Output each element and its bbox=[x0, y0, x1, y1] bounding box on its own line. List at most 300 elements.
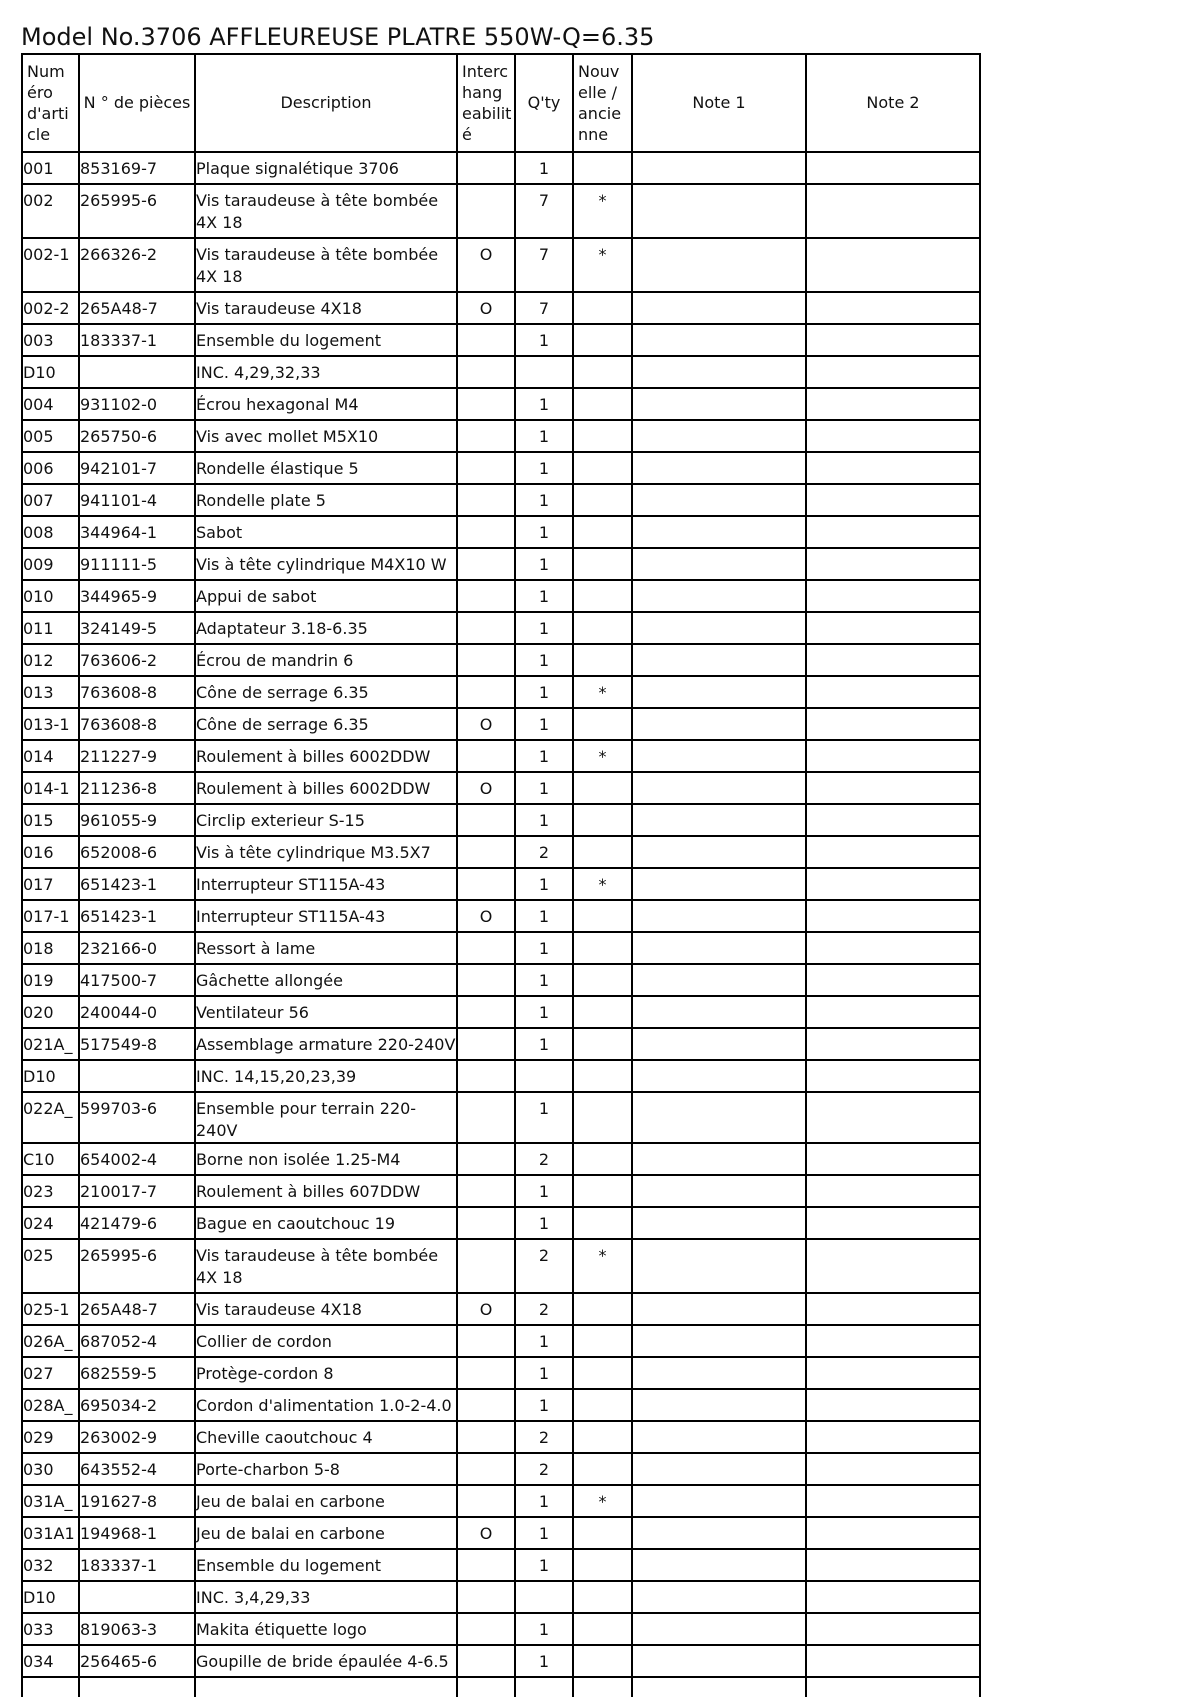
new-old-cell: * bbox=[573, 740, 632, 772]
quantity-cell: 1 bbox=[515, 676, 573, 708]
item-number-cell: D10 bbox=[22, 1581, 79, 1613]
note-1-cell bbox=[632, 1549, 806, 1581]
item-number-cell: 025 bbox=[22, 1239, 79, 1293]
header-quantity: Q'ty bbox=[515, 54, 573, 152]
description-cell: Ensemble du logement bbox=[195, 1549, 457, 1581]
note-2-cell bbox=[806, 388, 980, 420]
note-1-cell bbox=[632, 1060, 806, 1092]
quantity-cell: 1 bbox=[515, 868, 573, 900]
quantity-cell: 1 bbox=[515, 1207, 573, 1239]
quantity-cell: 2 bbox=[515, 1239, 573, 1293]
note-2-cell bbox=[806, 1175, 980, 1207]
description-cell: Roulement à billes 6002DDW bbox=[195, 772, 457, 804]
table-row bbox=[22, 184, 980, 238]
quantity-cell: 1 bbox=[515, 1325, 573, 1357]
description-cell: Roulement à billes 607DDW bbox=[195, 1175, 457, 1207]
note-2-cell bbox=[806, 612, 980, 644]
item-number-cell: 007 bbox=[22, 484, 79, 516]
quantity-cell: 2 bbox=[515, 1143, 573, 1175]
note-2-cell bbox=[806, 1453, 980, 1485]
empty-cell bbox=[457, 1677, 515, 1697]
new-old-cell bbox=[573, 420, 632, 452]
table-row bbox=[22, 1060, 980, 1092]
description-cell: Goupille de bride épaulée 4-6.5 bbox=[195, 1645, 457, 1677]
item-number-cell: 002 bbox=[22, 184, 79, 238]
description-cell: Vis taraudeuse 4X18 bbox=[195, 1293, 457, 1325]
interchangeability-cell bbox=[457, 1028, 515, 1060]
note-2-cell bbox=[806, 1421, 980, 1453]
part-number-cell: 344964-1 bbox=[79, 516, 195, 548]
item-number-cell: 010 bbox=[22, 580, 79, 612]
quantity-cell: 1 bbox=[515, 804, 573, 836]
part-number-cell: 265A48-7 bbox=[79, 1293, 195, 1325]
description-cell: Borne non isolée 1.25-M4 bbox=[195, 1143, 457, 1175]
note-2-cell bbox=[806, 708, 980, 740]
interchangeability-cell bbox=[457, 1645, 515, 1677]
item-number-cell: 016 bbox=[22, 836, 79, 868]
item-number-cell: 033 bbox=[22, 1613, 79, 1645]
new-old-cell bbox=[573, 644, 632, 676]
new-old-cell bbox=[573, 388, 632, 420]
note-2-cell bbox=[806, 484, 980, 516]
interchangeability-cell bbox=[457, 1239, 515, 1293]
new-old-cell bbox=[573, 1517, 632, 1549]
note-1-cell bbox=[632, 1485, 806, 1517]
quantity-cell: 1 bbox=[515, 420, 573, 452]
table-row bbox=[22, 1239, 980, 1293]
description-cell: Écrou de mandrin 6 bbox=[195, 644, 457, 676]
new-old-cell bbox=[573, 484, 632, 516]
item-number-cell: 015 bbox=[22, 804, 79, 836]
item-number-cell: 021A_ bbox=[22, 1028, 79, 1060]
empty-cell bbox=[79, 1677, 195, 1697]
item-number-cell: 001 bbox=[22, 152, 79, 184]
note-2-cell bbox=[806, 152, 980, 184]
interchangeability-cell: O bbox=[457, 292, 515, 324]
item-number-cell: 028A_ bbox=[22, 1389, 79, 1421]
part-number-cell: 652008-6 bbox=[79, 836, 195, 868]
new-old-cell bbox=[573, 516, 632, 548]
note-2-cell bbox=[806, 1092, 980, 1143]
part-number-cell: 265750-6 bbox=[79, 420, 195, 452]
item-number-cell: 027 bbox=[22, 1357, 79, 1389]
description-cell: Vis à tête cylindrique M3.5X7 bbox=[195, 836, 457, 868]
empty-cell bbox=[22, 1677, 79, 1697]
part-number-cell: 211236-8 bbox=[79, 772, 195, 804]
item-number-cell: C10 bbox=[22, 1143, 79, 1175]
note-2-cell bbox=[806, 238, 980, 292]
new-old-cell bbox=[573, 804, 632, 836]
description-cell: Assemblage armature 220-240V bbox=[195, 1028, 457, 1060]
interchangeability-cell bbox=[457, 676, 515, 708]
quantity-cell: 1 bbox=[515, 1549, 573, 1581]
note-1-cell bbox=[632, 516, 806, 548]
empty-cell bbox=[195, 1677, 457, 1697]
part-number-cell: 240044-0 bbox=[79, 996, 195, 1028]
note-2-cell bbox=[806, 420, 980, 452]
interchangeability-cell bbox=[457, 1485, 515, 1517]
note-2-cell bbox=[806, 1645, 980, 1677]
description-cell: INC. 3,4,29,33 bbox=[195, 1581, 457, 1613]
note-2-cell bbox=[806, 804, 980, 836]
table-row bbox=[22, 1357, 980, 1389]
description-cell: Ensemble pour terrain 220-240V bbox=[195, 1092, 457, 1143]
table-row bbox=[22, 548, 980, 580]
part-number-cell: 265995-6 bbox=[79, 184, 195, 238]
part-number-cell: 265A48-7 bbox=[79, 292, 195, 324]
note-1-cell bbox=[632, 420, 806, 452]
description-cell: Cône de serrage 6.35 bbox=[195, 708, 457, 740]
part-number-cell: 599703-6 bbox=[79, 1092, 195, 1143]
description-cell: Cordon d'alimentation 1.0-2-4.0 bbox=[195, 1389, 457, 1421]
table-row bbox=[22, 324, 980, 356]
new-old-cell bbox=[573, 772, 632, 804]
new-old-cell bbox=[573, 324, 632, 356]
part-number-cell: 183337-1 bbox=[79, 1549, 195, 1581]
part-number-cell: 853169-7 bbox=[79, 152, 195, 184]
quantity-cell: 1 bbox=[515, 1092, 573, 1143]
new-old-cell bbox=[573, 1325, 632, 1357]
interchangeability-cell bbox=[457, 996, 515, 1028]
note-1-cell bbox=[632, 772, 806, 804]
new-old-cell bbox=[573, 1092, 632, 1143]
part-number-cell: 763608-8 bbox=[79, 708, 195, 740]
description-cell: Interrupteur ST115A-43 bbox=[195, 868, 457, 900]
item-number-cell: D10 bbox=[22, 1060, 79, 1092]
description-cell: Porte-charbon 5-8 bbox=[195, 1453, 457, 1485]
description-cell: Ventilateur 56 bbox=[195, 996, 457, 1028]
note-2-cell bbox=[806, 740, 980, 772]
description-cell: Sabot bbox=[195, 516, 457, 548]
table-row bbox=[22, 1293, 980, 1325]
quantity-cell: 1 bbox=[515, 900, 573, 932]
item-number-cell: 017 bbox=[22, 868, 79, 900]
quantity-cell: 2 bbox=[515, 1453, 573, 1485]
interchangeability-cell bbox=[457, 1453, 515, 1485]
part-number-cell: 210017-7 bbox=[79, 1175, 195, 1207]
quantity-cell: 1 bbox=[515, 772, 573, 804]
quantity-cell: 1 bbox=[515, 1028, 573, 1060]
note-1-cell bbox=[632, 804, 806, 836]
part-number-cell: 421479-6 bbox=[79, 1207, 195, 1239]
item-number-cell: D10 bbox=[22, 356, 79, 388]
note-2-cell bbox=[806, 1517, 980, 1549]
header-part-number: N ° de pièces bbox=[79, 54, 195, 152]
part-number-cell: 654002-4 bbox=[79, 1143, 195, 1175]
new-old-cell bbox=[573, 152, 632, 184]
new-old-cell bbox=[573, 932, 632, 964]
quantity-cell: 1 bbox=[515, 580, 573, 612]
part-number-cell: 942101-7 bbox=[79, 452, 195, 484]
note-1-cell bbox=[632, 1517, 806, 1549]
item-number-cell: 020 bbox=[22, 996, 79, 1028]
quantity-cell: 1 bbox=[515, 932, 573, 964]
quantity-cell: 1 bbox=[515, 1175, 573, 1207]
description-cell: Cône de serrage 6.35 bbox=[195, 676, 457, 708]
note-1-cell bbox=[632, 964, 806, 996]
item-number-cell: 011 bbox=[22, 612, 79, 644]
note-1-cell bbox=[632, 1613, 806, 1645]
table-row-cutoff bbox=[22, 1677, 980, 1697]
new-old-cell bbox=[573, 1645, 632, 1677]
quantity-cell: 1 bbox=[515, 708, 573, 740]
new-old-cell bbox=[573, 1389, 632, 1421]
table-row bbox=[22, 644, 980, 676]
new-old-cell bbox=[573, 900, 632, 932]
description-cell: Rondelle plate 5 bbox=[195, 484, 457, 516]
description-cell: Protège-cordon 8 bbox=[195, 1357, 457, 1389]
new-old-cell bbox=[573, 708, 632, 740]
note-1-cell bbox=[632, 996, 806, 1028]
note-1-cell bbox=[632, 1389, 806, 1421]
interchangeability-cell bbox=[457, 452, 515, 484]
note-2-cell bbox=[806, 868, 980, 900]
table-row bbox=[22, 708, 980, 740]
header-note-1: Note 1 bbox=[632, 54, 806, 152]
note-2-cell bbox=[806, 548, 980, 580]
description-cell: Vis taraudeuse 4X18 bbox=[195, 292, 457, 324]
part-number-cell: 191627-8 bbox=[79, 1485, 195, 1517]
item-number-cell: 019 bbox=[22, 964, 79, 996]
part-number-cell: 763606-2 bbox=[79, 644, 195, 676]
note-1-cell bbox=[632, 708, 806, 740]
new-old-cell bbox=[573, 356, 632, 388]
interchangeability-cell bbox=[457, 1092, 515, 1143]
new-old-cell bbox=[573, 1613, 632, 1645]
table-row bbox=[22, 238, 980, 292]
note-1-cell bbox=[632, 900, 806, 932]
quantity-cell bbox=[515, 356, 573, 388]
description-cell: Gâchette allongée bbox=[195, 964, 457, 996]
part-number-cell: 194968-1 bbox=[79, 1517, 195, 1549]
description-cell: Ressort à lame bbox=[195, 932, 457, 964]
new-old-cell bbox=[573, 612, 632, 644]
note-2-cell bbox=[806, 836, 980, 868]
table-row bbox=[22, 1028, 980, 1060]
note-2-cell bbox=[806, 1357, 980, 1389]
note-1-cell bbox=[632, 1453, 806, 1485]
interchangeability-cell bbox=[457, 388, 515, 420]
description-cell: Makita étiquette logo bbox=[195, 1613, 457, 1645]
description-cell: Bague en caoutchouc 19 bbox=[195, 1207, 457, 1239]
item-number-cell: 005 bbox=[22, 420, 79, 452]
part-number-cell: 183337-1 bbox=[79, 324, 195, 356]
table-row bbox=[22, 388, 980, 420]
item-number-cell: 031A1 bbox=[22, 1517, 79, 1549]
note-2-cell bbox=[806, 900, 980, 932]
table-row bbox=[22, 484, 980, 516]
quantity-cell bbox=[515, 1581, 573, 1613]
description-cell: Vis taraudeuse à tête bombée 4X 18 bbox=[195, 238, 457, 292]
interchangeability-cell bbox=[457, 516, 515, 548]
item-number-cell: 012 bbox=[22, 644, 79, 676]
note-2-cell bbox=[806, 1293, 980, 1325]
note-1-cell bbox=[632, 452, 806, 484]
item-number-cell: 032 bbox=[22, 1549, 79, 1581]
interchangeability-cell bbox=[457, 548, 515, 580]
description-cell: Écrou hexagonal M4 bbox=[195, 388, 457, 420]
new-old-cell bbox=[573, 964, 632, 996]
description-cell: Interrupteur ST115A-43 bbox=[195, 900, 457, 932]
description-cell: Ensemble du logement bbox=[195, 324, 457, 356]
table-row bbox=[22, 152, 980, 184]
table-row bbox=[22, 868, 980, 900]
new-old-cell bbox=[573, 996, 632, 1028]
quantity-cell: 1 bbox=[515, 516, 573, 548]
description-cell: Vis à tête cylindrique M4X10 W bbox=[195, 548, 457, 580]
item-number-cell: 006 bbox=[22, 452, 79, 484]
quantity-cell: 2 bbox=[515, 836, 573, 868]
part-number-cell: 651423-1 bbox=[79, 900, 195, 932]
interchangeability-cell bbox=[457, 932, 515, 964]
part-number-cell: 763608-8 bbox=[79, 676, 195, 708]
header-interchangeability: Interchangeabilité bbox=[457, 54, 515, 152]
header-description: Description bbox=[195, 54, 457, 152]
new-old-cell: * bbox=[573, 1239, 632, 1293]
table-row bbox=[22, 516, 980, 548]
note-2-cell bbox=[806, 184, 980, 238]
new-old-cell bbox=[573, 1060, 632, 1092]
item-number-cell: 034 bbox=[22, 1645, 79, 1677]
description-cell: Jeu de balai en carbone bbox=[195, 1485, 457, 1517]
part-number-cell: 911111-5 bbox=[79, 548, 195, 580]
new-old-cell bbox=[573, 836, 632, 868]
item-number-cell: 004 bbox=[22, 388, 79, 420]
new-old-cell bbox=[573, 1028, 632, 1060]
interchangeability-cell bbox=[457, 740, 515, 772]
note-2-cell bbox=[806, 676, 980, 708]
interchangeability-cell: O bbox=[457, 238, 515, 292]
table-row bbox=[22, 1389, 980, 1421]
interchangeability-cell bbox=[457, 1060, 515, 1092]
note-2-cell bbox=[806, 1389, 980, 1421]
part-number-cell: 324149-5 bbox=[79, 612, 195, 644]
note-1-cell bbox=[632, 292, 806, 324]
table-row bbox=[22, 996, 980, 1028]
table-row bbox=[22, 1549, 980, 1581]
item-number-cell: 024 bbox=[22, 1207, 79, 1239]
interchangeability-cell bbox=[457, 868, 515, 900]
quantity-cell: 2 bbox=[515, 1293, 573, 1325]
new-old-cell bbox=[573, 1581, 632, 1613]
interchangeability-cell bbox=[457, 580, 515, 612]
note-2-cell bbox=[806, 1239, 980, 1293]
table-row bbox=[22, 1325, 980, 1357]
note-2-cell bbox=[806, 1028, 980, 1060]
note-2-cell bbox=[806, 1613, 980, 1645]
note-2-cell bbox=[806, 1549, 980, 1581]
new-old-cell bbox=[573, 1175, 632, 1207]
new-old-cell bbox=[573, 1293, 632, 1325]
quantity-cell: 1 bbox=[515, 644, 573, 676]
note-2-cell bbox=[806, 644, 980, 676]
item-number-cell: 018 bbox=[22, 932, 79, 964]
note-1-cell bbox=[632, 1581, 806, 1613]
description-cell: Plaque signalétique 3706 bbox=[195, 152, 457, 184]
interchangeability-cell bbox=[457, 184, 515, 238]
part-number-cell: 344965-9 bbox=[79, 580, 195, 612]
interchangeability-cell: O bbox=[457, 1293, 515, 1325]
interchangeability-cell bbox=[457, 356, 515, 388]
table-row bbox=[22, 612, 980, 644]
interchangeability-cell bbox=[457, 1549, 515, 1581]
table-row bbox=[22, 676, 980, 708]
table-row bbox=[22, 1645, 980, 1677]
quantity-cell: 1 bbox=[515, 996, 573, 1028]
quantity-cell: 1 bbox=[515, 452, 573, 484]
note-1-cell bbox=[632, 484, 806, 516]
interchangeability-cell bbox=[457, 1143, 515, 1175]
note-1-cell bbox=[632, 1028, 806, 1060]
note-1-cell bbox=[632, 184, 806, 238]
part-number-cell: 941101-4 bbox=[79, 484, 195, 516]
part-number-cell bbox=[79, 1060, 195, 1092]
parts-table bbox=[21, 53, 981, 1697]
table-row bbox=[22, 964, 980, 996]
table-row bbox=[22, 452, 980, 484]
part-number-cell: 961055-9 bbox=[79, 804, 195, 836]
part-number-cell: 417500-7 bbox=[79, 964, 195, 996]
item-number-cell: 002-1 bbox=[22, 238, 79, 292]
quantity-cell: 1 bbox=[515, 388, 573, 420]
note-1-cell bbox=[632, 548, 806, 580]
new-old-cell bbox=[573, 580, 632, 612]
note-1-cell bbox=[632, 1293, 806, 1325]
interchangeability-cell: O bbox=[457, 772, 515, 804]
part-number-cell bbox=[79, 356, 195, 388]
item-number-cell: 031A_ bbox=[22, 1485, 79, 1517]
note-2-cell bbox=[806, 1325, 980, 1357]
note-1-cell bbox=[632, 740, 806, 772]
interchangeability-cell bbox=[457, 964, 515, 996]
quantity-cell: 1 bbox=[515, 1389, 573, 1421]
header-new-old: Nouvelle / ancienne bbox=[573, 54, 632, 152]
new-old-cell: * bbox=[573, 184, 632, 238]
table-row bbox=[22, 1175, 980, 1207]
item-number-cell: 030 bbox=[22, 1453, 79, 1485]
part-number-cell: 517549-8 bbox=[79, 1028, 195, 1060]
note-1-cell bbox=[632, 612, 806, 644]
item-number-cell: 003 bbox=[22, 324, 79, 356]
item-number-cell: 008 bbox=[22, 516, 79, 548]
quantity-cell: 1 bbox=[515, 1645, 573, 1677]
description-cell: Vis taraudeuse à tête bombée 4X 18 bbox=[195, 1239, 457, 1293]
table-row bbox=[22, 420, 980, 452]
part-number-cell: 651423-1 bbox=[79, 868, 195, 900]
note-1-cell bbox=[632, 1357, 806, 1389]
table-row bbox=[22, 356, 980, 388]
interchangeability-cell bbox=[457, 804, 515, 836]
note-2-cell bbox=[806, 292, 980, 324]
description-cell: Circlip exterieur S-15 bbox=[195, 804, 457, 836]
note-1-cell bbox=[632, 1143, 806, 1175]
table-row bbox=[22, 1453, 980, 1485]
note-1-cell bbox=[632, 1239, 806, 1293]
part-number-cell: 232166-0 bbox=[79, 932, 195, 964]
note-2-cell bbox=[806, 516, 980, 548]
page-title: Model No.3706 AFFLEUREUSE PLATRE 550W-Q=6.35 bbox=[21, 23, 655, 51]
empty-cell bbox=[806, 1677, 980, 1697]
table-row bbox=[22, 772, 980, 804]
note-2-cell bbox=[806, 964, 980, 996]
interchangeability-cell bbox=[457, 1325, 515, 1357]
table-row bbox=[22, 932, 980, 964]
part-number-cell: 265995-6 bbox=[79, 1239, 195, 1293]
interchangeability-cell: O bbox=[457, 708, 515, 740]
note-1-cell bbox=[632, 388, 806, 420]
quantity-cell: 1 bbox=[515, 548, 573, 580]
part-number-cell: 695034-2 bbox=[79, 1389, 195, 1421]
